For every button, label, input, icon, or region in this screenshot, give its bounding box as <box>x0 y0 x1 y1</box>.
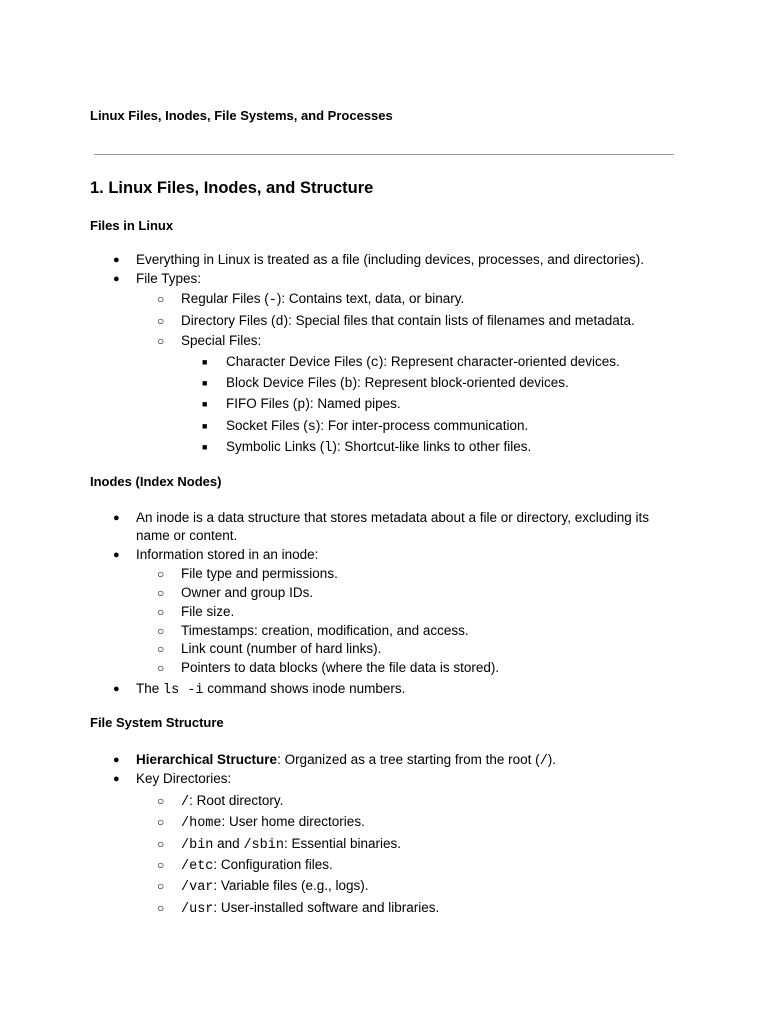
bullet-disc: ● <box>113 754 120 766</box>
bullet-circle: ○ <box>157 314 165 328</box>
inodes-heading: Inodes (Index Nodes) <box>90 474 222 489</box>
list-item: File type and permissions. <box>181 566 338 581</box>
list-item: /: Root directory. <box>181 793 284 810</box>
list-item: /usr: User-installed software and libraries. <box>181 900 440 917</box>
list-item: Directory Files (d): Special files that contain lists of filenames and metadata. <box>181 313 635 330</box>
list-item: Information stored in an inode: <box>136 547 319 562</box>
bullet-circle: ○ <box>157 605 165 619</box>
bullet-disc: ● <box>113 773 120 785</box>
bullet-square: ■ <box>202 442 208 452</box>
list-item: /home: User home directories. <box>181 814 365 831</box>
section-heading: 1. Linux Files, Inodes, and Structure <box>90 179 374 197</box>
bullet-circle: ○ <box>157 567 165 581</box>
list-item: Block Device Files (b): Represent block-oriented devices. <box>226 375 569 392</box>
bullet-disc: ● <box>113 549 120 561</box>
list-item: Socket Files (s): For inter-process communication. <box>226 418 529 435</box>
list-item: Everything in Linux is treated as a file (including devices, processes, and directories). <box>136 252 645 267</box>
bullet-circle: ○ <box>157 815 165 829</box>
files-in-linux-heading: Files in Linux <box>90 218 174 233</box>
bullet-circle: ○ <box>157 879 165 893</box>
document-title: Linux Files, Inodes, File Systems, and Processes <box>90 108 393 123</box>
horizontal-rule <box>94 154 674 155</box>
bullet-disc: ● <box>113 254 120 266</box>
bullet-circle: ○ <box>157 642 165 656</box>
bullet-circle: ○ <box>157 292 165 306</box>
list-item: Owner and group IDs. <box>181 585 314 600</box>
list-item: Key Directories: <box>136 771 232 786</box>
bullet-disc: ● <box>113 512 120 524</box>
list-item: /etc: Configuration files. <box>181 857 333 874</box>
list-item: /bin and /sbin: Essential binaries. <box>181 836 402 853</box>
bullet-circle: ○ <box>157 624 165 638</box>
list-item: Hierarchical Structure: Organized as a tree starting from the root (/). <box>136 752 557 769</box>
list-item: Link count (number of hard links). <box>181 641 382 656</box>
list-item: /var: Variable files (e.g., logs). <box>181 878 369 895</box>
list-item: File Types: <box>136 271 202 286</box>
bullet-square: ■ <box>202 357 208 367</box>
list-item: File size. <box>181 604 235 619</box>
list-item-continuation: name or content. <box>136 528 238 543</box>
bullet-disc: ● <box>113 683 120 695</box>
list-item: An inode is a data structure that stores metadata about a file or directory, excluding its <box>136 510 650 525</box>
bullet-circle: ○ <box>157 794 165 808</box>
list-item: Special Files: <box>181 333 262 348</box>
bullet-disc: ● <box>113 273 120 285</box>
bullet-circle: ○ <box>157 858 165 872</box>
list-item: Regular Files (-): Contains text, data, or binary. <box>181 291 465 308</box>
bullet-circle: ○ <box>157 837 165 851</box>
bullet-square: ■ <box>202 399 208 409</box>
list-item: The ls -i command shows inode numbers. <box>136 681 406 698</box>
bullet-circle: ○ <box>157 334 165 348</box>
list-item: Character Device Files (c): Represent character-oriented devices. <box>226 354 620 371</box>
list-item: Symbolic Links (l): Shortcut-like links to other files. <box>226 439 532 456</box>
bullet-square: ■ <box>202 421 208 431</box>
bullet-circle: ○ <box>157 661 165 675</box>
bullet-square: ■ <box>202 378 208 388</box>
bullet-circle: ○ <box>157 586 165 600</box>
file-system-structure-heading: File System Structure <box>90 715 224 730</box>
bullet-circle: ○ <box>157 901 165 915</box>
list-item: Pointers to data blocks (where the file data is stored). <box>181 660 500 675</box>
list-item: FIFO Files (p): Named pipes. <box>226 396 401 413</box>
list-item: Timestamps: creation, modification, and access. <box>181 623 469 638</box>
